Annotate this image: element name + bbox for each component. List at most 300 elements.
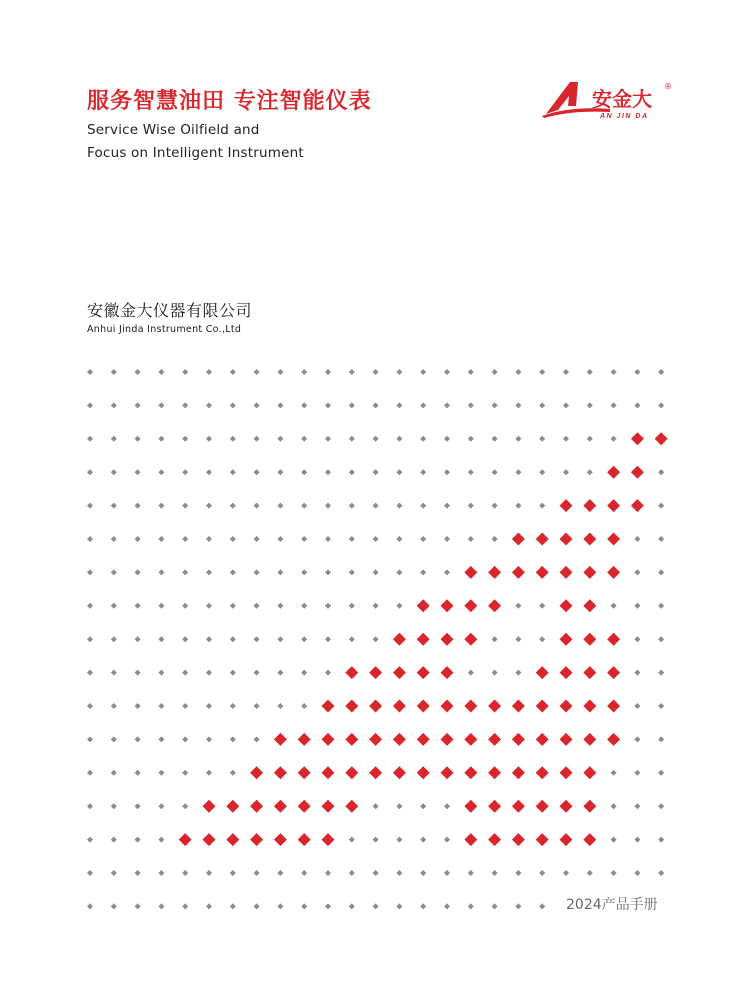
gray-diamond-dot: [373, 903, 379, 909]
gray-diamond-dot: [254, 703, 260, 709]
gray-diamond-dot: [230, 770, 236, 776]
red-diamond-dot: [488, 566, 501, 579]
gray-diamond-dot: [420, 436, 426, 442]
gray-diamond-dot: [206, 569, 212, 575]
gray-diamond-dot: [206, 736, 212, 742]
red-diamond-dot: [583, 766, 596, 779]
red-diamond-dot: [631, 432, 644, 445]
gray-diamond-dot: [396, 436, 402, 442]
gray-diamond-dot: [468, 436, 474, 442]
gray-diamond-dot: [87, 903, 93, 909]
gray-diamond-dot: [135, 636, 141, 642]
gray-diamond-dot: [254, 536, 260, 542]
gray-diamond-dot: [492, 436, 498, 442]
gray-diamond-dot: [373, 503, 379, 509]
red-diamond-dot: [560, 700, 573, 713]
red-diamond-dot: [274, 833, 287, 846]
gray-diamond-dot: [373, 803, 379, 809]
gray-diamond-dot: [230, 636, 236, 642]
gray-diamond-dot: [111, 770, 117, 776]
gray-diamond-dot: [182, 636, 188, 642]
gray-diamond-dot: [277, 402, 283, 408]
gray-diamond-dot: [373, 369, 379, 375]
gray-diamond-dot: [182, 402, 188, 408]
red-diamond-dot: [179, 833, 192, 846]
gray-diamond-dot: [658, 736, 664, 742]
gray-diamond-dot: [492, 870, 498, 876]
gray-diamond-dot: [611, 402, 617, 408]
gray-diamond-dot: [492, 369, 498, 375]
red-diamond-dot: [393, 666, 406, 679]
red-diamond-dot: [464, 833, 477, 846]
gray-diamond-dot: [111, 736, 117, 742]
gray-diamond-dot: [111, 837, 117, 843]
gray-diamond-dot: [539, 402, 545, 408]
gray-diamond-dot: [277, 903, 283, 909]
gray-diamond-dot: [158, 770, 164, 776]
gray-diamond-dot: [135, 402, 141, 408]
red-diamond-dot: [441, 599, 454, 612]
gray-diamond-dot: [420, 837, 426, 843]
gray-diamond-dot: [444, 569, 450, 575]
logo-pinyin: AN JIN DA: [600, 113, 649, 120]
slogan-english-line-2: Focus on Intelligent Instrument: [87, 145, 304, 161]
gray-diamond-dot: [254, 402, 260, 408]
red-diamond-dot: [536, 533, 549, 546]
gray-diamond-dot: [277, 870, 283, 876]
gray-diamond-dot: [158, 402, 164, 408]
red-diamond-dot: [322, 733, 335, 746]
gray-diamond-dot: [135, 870, 141, 876]
gray-diamond-dot: [492, 636, 498, 642]
gray-diamond-dot: [587, 870, 593, 876]
gray-diamond-dot: [515, 469, 521, 475]
gray-diamond-dot: [135, 736, 141, 742]
red-diamond-dot: [322, 766, 335, 779]
red-diamond-dot: [464, 599, 477, 612]
red-diamond-dot: [607, 700, 620, 713]
gray-diamond-dot: [301, 536, 307, 542]
red-diamond-dot: [560, 666, 573, 679]
company-name-chinese: 安徽金大仪器有限公司: [87, 301, 253, 320]
red-diamond-dot: [488, 833, 501, 846]
red-diamond-dot: [560, 499, 573, 512]
gray-diamond-dot: [277, 503, 283, 509]
gray-diamond-dot: [254, 736, 260, 742]
red-diamond-dot: [298, 733, 311, 746]
gray-diamond-dot: [230, 870, 236, 876]
gray-diamond-dot: [515, 436, 521, 442]
gray-diamond-dot: [420, 503, 426, 509]
gray-diamond-dot: [563, 402, 569, 408]
gray-diamond-dot: [135, 603, 141, 609]
gray-diamond-dot: [301, 503, 307, 509]
red-diamond-dot: [512, 700, 525, 713]
gray-diamond-dot: [515, 402, 521, 408]
gray-diamond-dot: [492, 503, 498, 509]
gray-diamond-dot: [634, 770, 640, 776]
red-diamond-dot: [583, 533, 596, 546]
gray-diamond-dot: [158, 503, 164, 509]
red-diamond-dot: [536, 766, 549, 779]
gray-diamond-dot: [396, 903, 402, 909]
red-diamond-dot: [417, 766, 430, 779]
gray-diamond-dot: [206, 703, 212, 709]
gray-diamond-dot: [658, 569, 664, 575]
gray-diamond-dot: [206, 670, 212, 676]
gray-diamond-dot: [230, 569, 236, 575]
gray-diamond-dot: [587, 469, 593, 475]
gray-diamond-dot: [468, 536, 474, 542]
gray-diamond-dot: [373, 536, 379, 542]
gray-diamond-dot: [420, 903, 426, 909]
gray-diamond-dot: [611, 436, 617, 442]
gray-diamond-dot: [396, 402, 402, 408]
gray-diamond-dot: [468, 469, 474, 475]
red-diamond-dot: [560, 566, 573, 579]
gray-diamond-dot: [230, 603, 236, 609]
gray-diamond-dot: [158, 670, 164, 676]
gray-diamond-dot: [539, 469, 545, 475]
red-diamond-dot: [512, 533, 525, 546]
gray-diamond-dot: [325, 636, 331, 642]
red-diamond-dot: [345, 700, 358, 713]
gray-diamond-dot: [277, 603, 283, 609]
gray-diamond-dot: [349, 870, 355, 876]
gray-diamond-dot: [182, 603, 188, 609]
gray-diamond-dot: [254, 436, 260, 442]
red-diamond-dot: [322, 833, 335, 846]
gray-diamond-dot: [658, 369, 664, 375]
gray-diamond-dot: [325, 670, 331, 676]
gray-diamond-dot: [468, 402, 474, 408]
red-diamond-dot: [345, 733, 358, 746]
gray-diamond-dot: [634, 870, 640, 876]
red-diamond-dot: [464, 800, 477, 813]
gray-diamond-dot: [254, 870, 260, 876]
gray-diamond-dot: [492, 469, 498, 475]
gray-diamond-dot: [230, 703, 236, 709]
gray-diamond-dot: [611, 603, 617, 609]
gray-diamond-dot: [658, 536, 664, 542]
gray-diamond-dot: [301, 402, 307, 408]
gray-diamond-dot: [182, 903, 188, 909]
gray-diamond-dot: [111, 469, 117, 475]
gray-diamond-dot: [349, 636, 355, 642]
red-diamond-dot: [203, 800, 216, 813]
gray-diamond-dot: [135, 837, 141, 843]
gray-diamond-dot: [254, 670, 260, 676]
gray-diamond-dot: [87, 803, 93, 809]
gray-diamond-dot: [468, 870, 474, 876]
gray-diamond-dot: [277, 536, 283, 542]
red-diamond-dot: [607, 633, 620, 646]
gray-diamond-dot: [420, 569, 426, 575]
gray-diamond-dot: [539, 369, 545, 375]
red-diamond-dot: [393, 766, 406, 779]
gray-diamond-dot: [325, 903, 331, 909]
gray-diamond-dot: [420, 402, 426, 408]
red-diamond-dot: [250, 800, 263, 813]
gray-diamond-dot: [563, 369, 569, 375]
gray-diamond-dot: [135, 469, 141, 475]
gray-diamond-dot: [254, 903, 260, 909]
gray-diamond-dot: [111, 436, 117, 442]
red-diamond-dot: [274, 766, 287, 779]
gray-diamond-dot: [254, 603, 260, 609]
gray-diamond-dot: [611, 837, 617, 843]
gray-diamond-dot: [515, 870, 521, 876]
red-diamond-dot: [250, 833, 263, 846]
red-diamond-dot: [536, 666, 549, 679]
red-diamond-dot: [322, 800, 335, 813]
gray-diamond-dot: [658, 770, 664, 776]
red-diamond-dot: [345, 666, 358, 679]
gray-diamond-dot: [396, 837, 402, 843]
red-diamond-dot: [488, 733, 501, 746]
gray-diamond-dot: [587, 436, 593, 442]
gray-diamond-dot: [111, 670, 117, 676]
gray-diamond-dot: [634, 736, 640, 742]
gray-diamond-dot: [325, 436, 331, 442]
gray-diamond-dot: [301, 636, 307, 642]
red-diamond-dot: [560, 599, 573, 612]
red-diamond-dot: [607, 566, 620, 579]
gray-diamond-dot: [206, 636, 212, 642]
gray-diamond-dot: [373, 436, 379, 442]
red-diamond-dot: [298, 800, 311, 813]
red-diamond-dot: [203, 833, 216, 846]
gray-diamond-dot: [444, 369, 450, 375]
gray-diamond-dot: [182, 770, 188, 776]
gray-diamond-dot: [468, 369, 474, 375]
red-diamond-dot: [536, 833, 549, 846]
red-diamond-dot: [345, 766, 358, 779]
red-diamond-dot: [536, 700, 549, 713]
gray-diamond-dot: [349, 603, 355, 609]
gray-diamond-dot: [111, 803, 117, 809]
gray-diamond-dot: [396, 569, 402, 575]
logo-chinese: 安金大: [592, 87, 652, 111]
gray-diamond-dot: [135, 569, 141, 575]
gray-diamond-dot: [444, 469, 450, 475]
gray-diamond-dot: [634, 402, 640, 408]
red-diamond-dot: [607, 466, 620, 479]
gray-diamond-dot: [87, 736, 93, 742]
gray-diamond-dot: [634, 603, 640, 609]
gray-diamond-dot: [396, 369, 402, 375]
gray-diamond-dot: [658, 870, 664, 876]
gray-diamond-dot: [539, 503, 545, 509]
gray-diamond-dot: [230, 736, 236, 742]
gray-diamond-dot: [658, 503, 664, 509]
red-diamond-dot: [512, 800, 525, 813]
red-diamond-dot: [560, 766, 573, 779]
gray-diamond-dot: [634, 803, 640, 809]
red-diamond-dot: [583, 833, 596, 846]
red-diamond-dot: [226, 833, 239, 846]
red-diamond-dot: [393, 700, 406, 713]
red-diamond-dot: [607, 733, 620, 746]
gray-diamond-dot: [658, 670, 664, 676]
gray-diamond-dot: [254, 569, 260, 575]
red-diamond-dot: [417, 733, 430, 746]
gray-diamond-dot: [182, 536, 188, 542]
gray-diamond-dot: [658, 402, 664, 408]
gray-diamond-dot: [182, 870, 188, 876]
gray-diamond-dot: [634, 636, 640, 642]
red-diamond-dot: [464, 566, 477, 579]
red-diamond-dot: [441, 700, 454, 713]
gray-diamond-dot: [349, 837, 355, 843]
gray-diamond-dot: [492, 903, 498, 909]
gray-diamond-dot: [658, 803, 664, 809]
gray-diamond-dot: [349, 536, 355, 542]
gray-diamond-dot: [135, 703, 141, 709]
gray-diamond-dot: [111, 402, 117, 408]
gray-diamond-dot: [373, 837, 379, 843]
gray-diamond-dot: [325, 603, 331, 609]
gray-diamond-dot: [539, 636, 545, 642]
gray-diamond-dot: [468, 903, 474, 909]
red-diamond-dot: [488, 700, 501, 713]
gray-diamond-dot: [135, 770, 141, 776]
red-diamond-dot: [464, 733, 477, 746]
gray-diamond-dot: [301, 569, 307, 575]
gray-diamond-dot: [611, 870, 617, 876]
gray-diamond-dot: [325, 569, 331, 575]
gray-diamond-dot: [158, 736, 164, 742]
gray-diamond-dot: [158, 703, 164, 709]
gray-diamond-dot: [135, 369, 141, 375]
gray-diamond-dot: [158, 369, 164, 375]
gray-diamond-dot: [230, 436, 236, 442]
red-diamond-dot: [417, 633, 430, 646]
red-diamond-dot: [393, 633, 406, 646]
gray-diamond-dot: [301, 703, 307, 709]
gray-diamond-dot: [230, 536, 236, 542]
red-diamond-dot: [464, 700, 477, 713]
gray-diamond-dot: [301, 870, 307, 876]
gray-diamond-dot: [230, 369, 236, 375]
gray-diamond-dot: [230, 469, 236, 475]
gray-diamond-dot: [182, 736, 188, 742]
gray-diamond-dot: [277, 670, 283, 676]
gray-diamond-dot: [87, 837, 93, 843]
gray-diamond-dot: [396, 803, 402, 809]
gray-diamond-dot: [444, 903, 450, 909]
red-diamond-dot: [583, 566, 596, 579]
gray-diamond-dot: [87, 670, 93, 676]
red-diamond-dot: [583, 633, 596, 646]
red-diamond-dot: [393, 733, 406, 746]
gray-diamond-dot: [111, 569, 117, 575]
gray-diamond-dot: [254, 369, 260, 375]
gray-diamond-dot: [420, 469, 426, 475]
gray-diamond-dot: [373, 870, 379, 876]
gray-diamond-dot: [634, 369, 640, 375]
red-diamond-dot: [298, 766, 311, 779]
gray-diamond-dot: [539, 603, 545, 609]
gray-diamond-dot: [158, 837, 164, 843]
gray-diamond-dot: [444, 837, 450, 843]
red-diamond-dot: [298, 833, 311, 846]
gray-diamond-dot: [515, 670, 521, 676]
gray-diamond-dot: [587, 402, 593, 408]
gray-diamond-dot: [349, 903, 355, 909]
red-diamond-dot: [369, 700, 382, 713]
gray-diamond-dot: [135, 903, 141, 909]
gray-diamond-dot: [277, 369, 283, 375]
gray-diamond-dot: [87, 703, 93, 709]
red-diamond-dot: [441, 733, 454, 746]
gray-diamond-dot: [539, 903, 545, 909]
gray-diamond-dot: [301, 469, 307, 475]
gray-diamond-dot: [87, 569, 93, 575]
gray-diamond-dot: [158, 803, 164, 809]
gray-diamond-dot: [230, 670, 236, 676]
gray-diamond-dot: [87, 636, 93, 642]
gray-diamond-dot: [158, 870, 164, 876]
gray-diamond-dot: [349, 469, 355, 475]
gray-diamond-dot: [444, 870, 450, 876]
gray-diamond-dot: [325, 402, 331, 408]
gray-diamond-dot: [158, 469, 164, 475]
gray-diamond-dot: [230, 503, 236, 509]
gray-diamond-dot: [277, 636, 283, 642]
gray-diamond-dot: [230, 903, 236, 909]
gray-diamond-dot: [444, 402, 450, 408]
gray-diamond-dot: [658, 603, 664, 609]
gray-diamond-dot: [563, 436, 569, 442]
gray-diamond-dot: [111, 636, 117, 642]
logo-registered-mark: ®: [664, 82, 672, 91]
gray-diamond-dot: [158, 636, 164, 642]
gray-diamond-dot: [349, 436, 355, 442]
gray-diamond-dot: [396, 603, 402, 609]
gray-diamond-dot: [634, 569, 640, 575]
red-diamond-dot: [607, 666, 620, 679]
gray-diamond-dot: [206, 770, 212, 776]
gray-diamond-dot: [468, 670, 474, 676]
gray-diamond-dot: [158, 536, 164, 542]
gray-diamond-dot: [515, 503, 521, 509]
gray-diamond-dot: [206, 603, 212, 609]
gray-diamond-dot: [206, 503, 212, 509]
gray-diamond-dot: [182, 569, 188, 575]
red-diamond-dot: [512, 733, 525, 746]
catalog-label: 2024产品手册: [566, 897, 658, 913]
red-diamond-dot: [441, 766, 454, 779]
slogan-chinese: 服务智慧油田 专注智能仪表: [87, 89, 372, 114]
gray-diamond-dot: [87, 503, 93, 509]
gray-diamond-dot: [158, 603, 164, 609]
gray-diamond-dot: [658, 703, 664, 709]
gray-diamond-dot: [158, 436, 164, 442]
red-diamond-dot: [464, 766, 477, 779]
gray-diamond-dot: [135, 670, 141, 676]
gray-diamond-dot: [206, 436, 212, 442]
gray-diamond-dot: [87, 402, 93, 408]
gray-diamond-dot: [182, 369, 188, 375]
red-diamond-dot: [536, 800, 549, 813]
gray-diamond-dot: [515, 636, 521, 642]
gray-diamond-dot: [206, 536, 212, 542]
gray-diamond-dot: [111, 603, 117, 609]
red-diamond-dot: [560, 833, 573, 846]
gray-diamond-dot: [135, 803, 141, 809]
red-diamond-dot: [560, 633, 573, 646]
